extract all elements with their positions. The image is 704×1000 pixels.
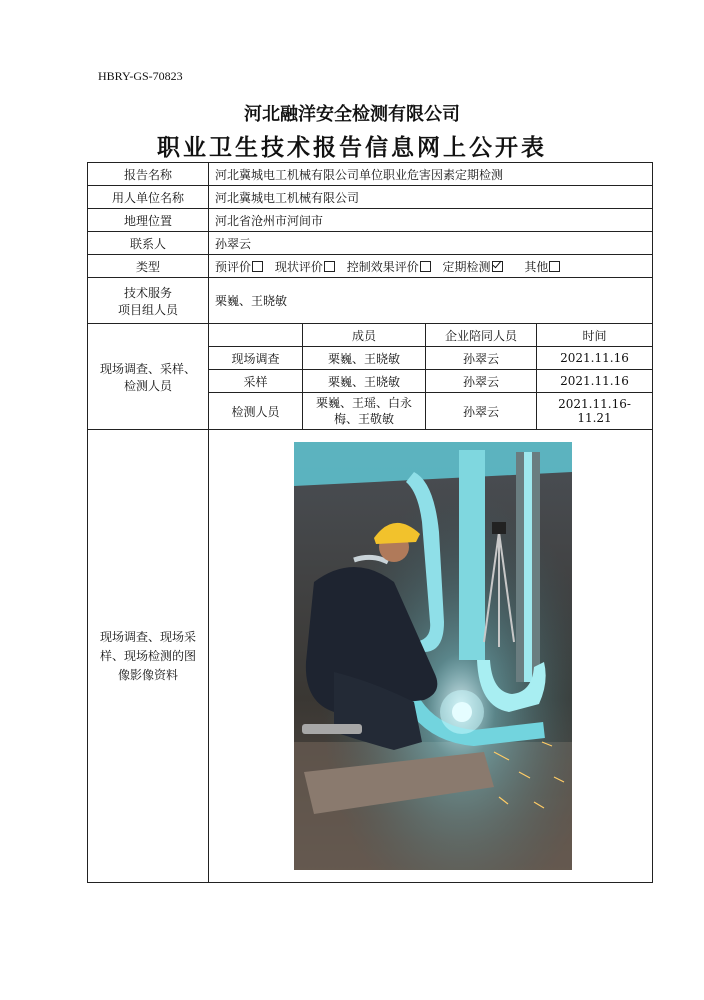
type-option-status-evaluation: 现状评价 xyxy=(275,260,335,274)
employer-value: 河北冀城电工机械有限公司 xyxy=(209,186,653,209)
site-role: 检测人员 xyxy=(209,393,303,430)
column-header-time: 时间 xyxy=(537,324,653,347)
checkbox-icon xyxy=(420,261,431,272)
tech-team-label: 技术服务 项目组人员 xyxy=(88,278,209,324)
site-members: 栗巍、王晓敏 xyxy=(303,370,426,393)
contact-value: 孙翠云 xyxy=(209,232,653,255)
checkbox-icon xyxy=(252,261,263,272)
site-time: 2021.11.16 xyxy=(537,347,653,370)
row-location xyxy=(88,209,653,232)
employer-label: 用人单位名称 xyxy=(88,186,209,209)
type-option-other: 其他 xyxy=(524,260,560,274)
company-name: 河北融洋安全检测有限公司 xyxy=(244,104,460,125)
checkbox-icon xyxy=(324,261,335,272)
site-header-blank xyxy=(209,324,303,347)
site-escort: 孙翠云 xyxy=(426,370,537,393)
row-employer xyxy=(88,186,653,209)
type-option-periodic-testing: 定期检测 xyxy=(443,260,503,274)
site-time: 2021.11.16 xyxy=(537,370,653,393)
checkbox-checked-icon xyxy=(492,261,503,272)
images-cell xyxy=(209,430,653,883)
images-label: 现场调查、现场采 样、现场检测的图 像影像资料 xyxy=(88,430,209,883)
type-label: 类型 xyxy=(88,255,209,278)
page-title: 职业卫生技术报告信息网上公开表 xyxy=(157,134,547,161)
site-role: 采样 xyxy=(209,370,303,393)
site-staff-label: 现场调查、采样、 检测人员 xyxy=(88,324,209,430)
location-value: 河北省沧州市河间市 xyxy=(209,209,653,232)
report-name-value: 河北冀城电工机械有限公司单位职业危害因素定期检测 xyxy=(209,163,653,186)
type-option-control-evaluation: 控制效果评价 xyxy=(347,260,431,274)
welding-worker-photo xyxy=(294,442,572,870)
checkbox-icon xyxy=(549,261,560,272)
column-header-escort: 企业陪同人员 xyxy=(426,324,537,347)
tech-team-value: 栗巍、王晓敏 xyxy=(209,278,653,324)
row-contact xyxy=(88,232,653,255)
column-header-members: 成员 xyxy=(303,324,426,347)
info-table xyxy=(87,162,653,883)
site-role: 现场调查 xyxy=(209,347,303,370)
site-time: 2021.11.16-11.21 xyxy=(537,393,653,430)
site-header-row xyxy=(88,324,653,347)
site-members: 栗巍、王晓敏 xyxy=(303,347,426,370)
site-escort: 孙翠云 xyxy=(426,347,537,370)
site-members: 栗巍、王瑶、白永梅、王敬敏 xyxy=(303,393,426,430)
location-label: 地理位置 xyxy=(88,209,209,232)
document-code: HBRY-GS-70823 xyxy=(98,69,183,83)
type-options xyxy=(209,255,653,278)
contact-label: 联系人 xyxy=(88,232,209,255)
row-tech-team xyxy=(88,278,653,324)
row-images xyxy=(88,430,653,883)
row-report-name xyxy=(88,163,653,186)
site-escort: 孙翠云 xyxy=(426,393,537,430)
report-name-label: 报告名称 xyxy=(88,163,209,186)
row-type xyxy=(88,255,653,278)
type-option-pre-evaluation: 预评价 xyxy=(215,260,263,274)
